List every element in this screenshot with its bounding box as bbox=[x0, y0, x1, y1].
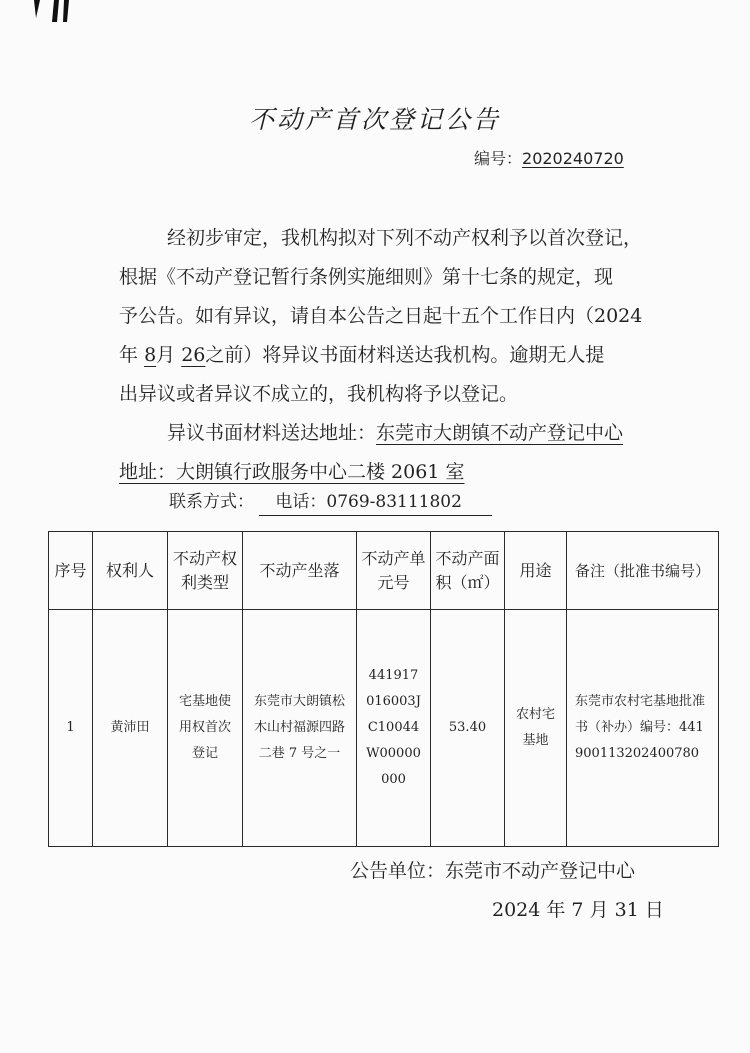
header-right-type: 不动产权利类型 bbox=[168, 532, 243, 610]
objection-address bbox=[167, 418, 623, 445]
contact-value: 电话：0769-83111802 bbox=[259, 492, 492, 516]
header-location: 不动产坐落 bbox=[243, 532, 357, 610]
registration-table bbox=[48, 531, 719, 847]
paragraph-line-2: 根据《不动产登记暂行条例实施细则》第十七条的规定，现 bbox=[119, 266, 614, 288]
office-address bbox=[119, 457, 464, 484]
cell-area: 53.40 bbox=[431, 610, 505, 847]
cell-seq: 1 bbox=[49, 610, 93, 847]
header-holder: 权利人 bbox=[93, 532, 168, 610]
objection-label: 异议书面材料送达地址： bbox=[167, 422, 377, 444]
header-seq: 序号 bbox=[49, 532, 93, 610]
page-title: 不动产首次登记公告 bbox=[248, 105, 501, 134]
serial-number bbox=[474, 146, 624, 169]
objection-value: 东莞市大朗镇不动产登记中心 bbox=[376, 422, 624, 444]
paragraph-line-1: 经初步审定，我机构拟对下列不动产权利予以首次登记， bbox=[167, 227, 643, 249]
serial-value: 2020240720 bbox=[522, 149, 624, 168]
deadline-day: 26 bbox=[181, 344, 206, 366]
table-header-row bbox=[49, 532, 719, 610]
cell-location: 东莞市大朗镇松木山村福源四路二巷 7 号之一 bbox=[243, 610, 357, 847]
contact-info bbox=[169, 487, 492, 512]
header-unit-no: 不动产单元号 bbox=[357, 532, 431, 610]
header-usage: 用途 bbox=[505, 532, 567, 610]
paragraph-line-4 bbox=[119, 340, 604, 367]
header-area: 不动产面积（㎡） bbox=[431, 532, 505, 610]
deadline-month: 8 bbox=[144, 344, 157, 366]
contact-label: 联系方式： bbox=[169, 492, 254, 512]
announcing-unit: 公告单位：东莞市不动产登记中心 bbox=[350, 860, 636, 882]
paragraph-line-3: 予公告。如有异议，请自本公告之日起十五个工作日内（2024 bbox=[119, 305, 643, 327]
address-label: 地址： bbox=[119, 461, 177, 483]
header-remark: 备注（批准书编号） bbox=[567, 532, 719, 610]
paragraph-line-5: 出异议或者异议不成立的，我机构将予以登记。 bbox=[119, 383, 519, 405]
paragraph-line-4-rest: 之前）将异议书面材料送达我机构。逾期无人提 bbox=[205, 344, 605, 366]
month-suffix: 月 bbox=[156, 344, 176, 366]
cell-usage: 农村宅基地 bbox=[505, 610, 567, 847]
serial-label: 编号： bbox=[474, 149, 523, 168]
cell-unit-no: 441917016003JC10044W00000000 bbox=[357, 610, 431, 847]
cell-right-type: 宅基地使用权首次登记 bbox=[168, 610, 243, 847]
announcement-date: 2024 年 7 月 31 日 bbox=[492, 899, 664, 921]
scan-mark bbox=[26, 0, 74, 26]
year-suffix: 年 bbox=[119, 344, 139, 366]
cell-holder: 黄沛田 bbox=[93, 610, 168, 847]
address-value: 大朗镇行政服务中心二楼 2061 室 bbox=[176, 461, 465, 483]
cell-remark: 东莞市农村宅基地批准书（补办）编号：441900113202400780 bbox=[567, 610, 719, 847]
table-row bbox=[49, 610, 719, 847]
